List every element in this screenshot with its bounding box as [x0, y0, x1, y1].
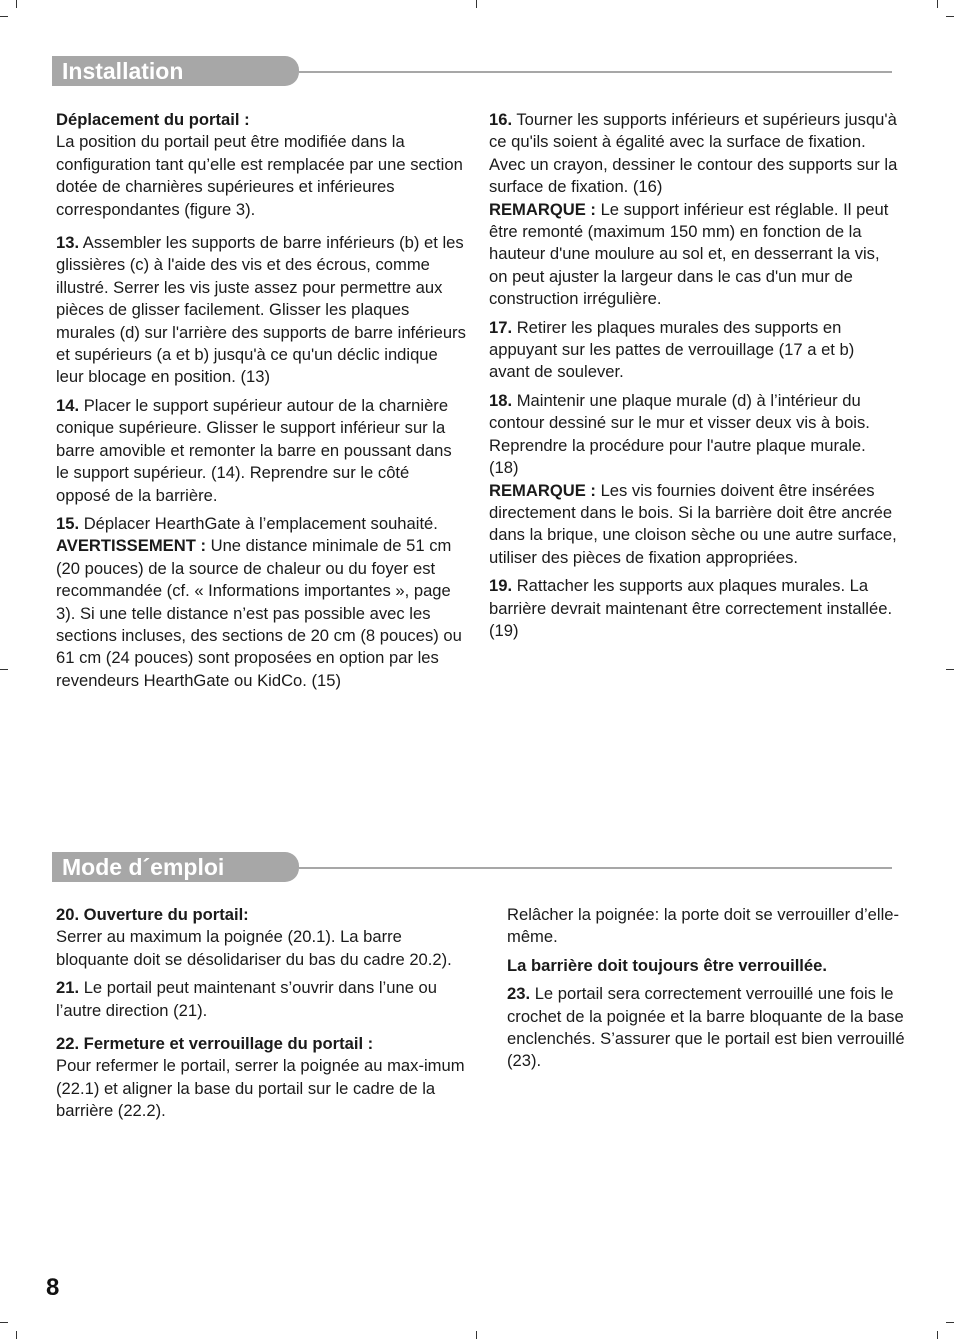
- note-label: REMARQUE :: [489, 480, 596, 500]
- step-18: [489, 390, 899, 480]
- step-16: [489, 109, 899, 199]
- step-17: [489, 317, 899, 384]
- step-19: [489, 575, 899, 642]
- paragraph-heading: Déplacement du portail :: [56, 110, 250, 129]
- step-number: 15.: [56, 513, 80, 533]
- section-title: Installation: [62, 58, 184, 84]
- step-number: 21.: [56, 978, 80, 998]
- crop-mark: [937, 0, 938, 8]
- crop-mark: [476, 1331, 477, 1339]
- mode-left-column: [56, 904, 476, 1129]
- step-text: Le portail peut maintenant s’ouvrir dans l’une ou l’autre direction (21).: [56, 978, 438, 1020]
- crop-mark: [16, 0, 17, 8]
- section-title: Mode d´emploi: [62, 854, 225, 880]
- step-21: [56, 977, 476, 1022]
- crop-mark: [946, 669, 954, 670]
- section-title-pill: [52, 852, 299, 882]
- release-paragraph: [507, 904, 912, 949]
- step-number: 13.: [56, 233, 80, 253]
- step-text: Rattacher les supports aux plaques murales. La barrière devrait maintenant être correctement installée. (19): [489, 576, 893, 640]
- section-rule: [299, 867, 892, 869]
- crop-mark: [0, 669, 8, 670]
- section-rule: [299, 71, 892, 73]
- step-number: 23.: [507, 984, 531, 1004]
- mode-section-header: [52, 852, 892, 882]
- mode-right-column: [507, 904, 912, 1079]
- crop-mark: [0, 16, 8, 17]
- note-paragraph: [489, 199, 899, 311]
- note-label: REMARQUE :: [489, 199, 596, 219]
- step-text: Tourner les supports inférieurs et supérieurs jusqu'à ce qu'ils soient à égalité avec la surface de fixation. Avec un crayon, dessiner le contour des supports sur la surface de fixation. (16): [489, 110, 898, 197]
- step-text: Retirer les plaques murales des supports en appuyant sur les pattes de verrouillage (17 a et b) avant de soulever.: [489, 317, 855, 382]
- step-number: 16.: [489, 110, 513, 129]
- step-15: [56, 513, 466, 535]
- step-text: Assembler les supports de barre inférieurs (b) et les glissières (c) à l'aide des vis et des écrous, comme illustré. Serrer les vis juste assez pour permettre aux pièces de glisser facilement. Glisser les plaques murales (d) sur l'arrière des supports de barre inférieurs et supérieurs (a et b) jusqu'à ce qu'un déclic indique leur blocage en position. (13): [56, 233, 466, 387]
- step-text: Maintenir une plaque murale (d) à l’intérieur du contour dessiné sur le mur et visser deux vis à bois. Reprendre la procédure pour l'autre plaque murale. (18): [489, 390, 870, 478]
- step-number: 17.: [489, 317, 513, 337]
- crop-mark: [0, 1322, 8, 1323]
- installation-left-column: [56, 109, 466, 698]
- note-paragraph: [489, 480, 899, 570]
- paragraph-text: La position du portail peut être modifiée dans la configuration tant qu’elle est remplacée par une section dotée de charnières supérieures et inférieures correspondantes (figure 3).: [56, 132, 463, 219]
- section-title-pill: [52, 56, 299, 86]
- step-heading: 20. Ouverture du portail:: [56, 905, 249, 924]
- step-number: 19.: [489, 576, 513, 596]
- installation-section-header: [52, 56, 892, 86]
- paragraph-text: La barrière doit toujours être verrouillée.: [507, 955, 827, 975]
- crop-mark: [937, 1331, 938, 1339]
- page-number: 8: [46, 1274, 60, 1301]
- installation-right-column: [489, 109, 899, 648]
- warning-text: Une distance minimale de 51 cm (20 pouces) de la source de chaleur ou du foyer est recommandée (cf. « Informations importantes », page 3). Si une telle distance n’est pas possible avec les sections incluses, des sections de 20 cm (8 pouces) ou 61 cm (24 pouces) sont proposées en option par les revendeurs HearthGate ou KidCo. (15): [56, 536, 462, 690]
- step-20: [56, 904, 476, 971]
- crop-mark: [946, 16, 954, 17]
- step-text: Déplacer HearthGate à l’emplacement souhaité.: [83, 513, 438, 533]
- step-number: 18.: [489, 390, 513, 410]
- step-23: [507, 983, 912, 1073]
- crop-mark: [476, 0, 477, 8]
- note-text: Le support inférieur est réglable. Il peut être remonté (maximum 150 mm) en fonction de la hauteur d'une moulure au sol et, en desserrant la vis, on peut ajuster la largeur dans le cas d'un mur de construction irrégulière.: [489, 199, 889, 309]
- crop-mark: [946, 1322, 954, 1323]
- paragraph-text: Relâcher la poignée: la porte doit se verrouiller d’elle-même.: [507, 905, 900, 947]
- step-number: 14.: [56, 395, 80, 415]
- step-text: Pour refermer le portail, serrer la poignée au max-imum (22.1) et aligner la base du portail sur le cadre de la barrière (22.2).: [56, 1056, 465, 1121]
- warning-label: AVERTISSEMENT :: [56, 536, 206, 556]
- paragraph-gate-relocation: [56, 109, 466, 221]
- step-text: Serrer au maximum la poignée (20.1). La barre bloquante doit se désolidariser du bas du cadre 20.2).: [56, 927, 452, 969]
- step-14: [56, 395, 466, 507]
- crop-mark: [16, 1331, 17, 1339]
- always-locked-note: [507, 955, 912, 977]
- step-22: [56, 1033, 476, 1123]
- step-13: [56, 232, 466, 389]
- warning-paragraph: [56, 535, 466, 692]
- note-text: Les vis fournies doivent être insérées directement dans le bois. Si la barrière doit être ancrée dans la brique, une cloison sèche ou une autre surface, utiliser des pièces de fixation appropriées.: [489, 480, 897, 567]
- step-heading: 22. Fermeture et verrouillage du portail :: [56, 1034, 374, 1054]
- step-text: Placer le support supérieur autour de la charnière conique supérieure. Glisser le support inférieur sur la barre amovible et remonter la barre en poussant dans le support supérieur. (14). Reprendre sur le côté opposé de la barrière.: [56, 395, 452, 505]
- step-text: Le portail sera correctement verrouillé une fois le crochet de la poignée et la barre bloquante de la base enclenchés. S’assurer que le portail est bien verrouillé (23).: [507, 984, 905, 1071]
